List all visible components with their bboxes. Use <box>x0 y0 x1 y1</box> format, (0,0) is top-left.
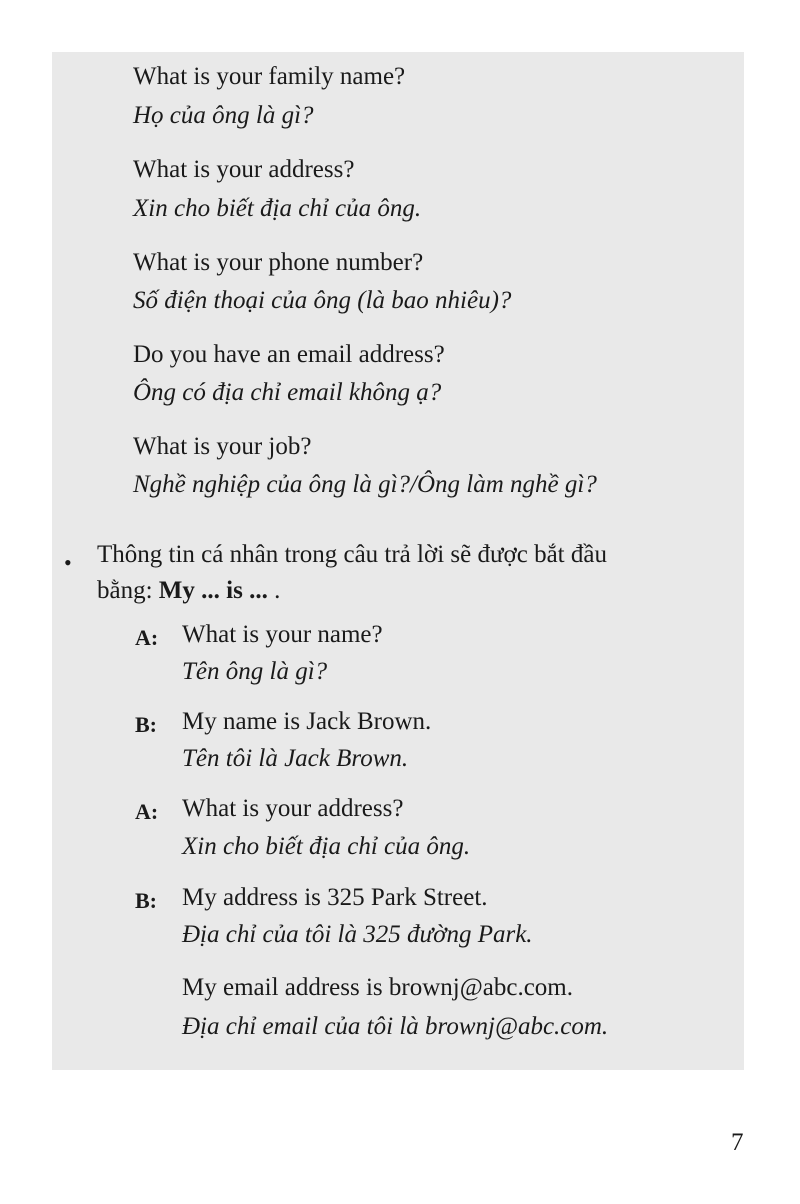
question-2-vietnamese: Xin cho biết địa chỉ của ông. <box>133 195 422 222</box>
dialogue-1-speaker: A: <box>135 625 159 650</box>
dialogue-5-english: My email address is brownj@abc.com. <box>182 974 573 1001</box>
question-3-english: What is your phone number? <box>133 249 424 276</box>
dialogue-2-vietnamese: Tên tôi là Jack Brown. <box>182 745 409 772</box>
question-4-english: Do you have an email address? <box>133 341 445 368</box>
dialogue-3-vietnamese: Xin cho biết địa chỉ của ông. <box>182 833 471 860</box>
question-5-english: What is your job? <box>133 433 312 460</box>
question-4-vietnamese: Ông có địa chỉ email không ạ? <box>133 379 442 406</box>
dialogue-2-english: My name is Jack Brown. <box>182 708 432 735</box>
question-1-english: What is your family name? <box>133 63 406 90</box>
question-2-english: What is your address? <box>133 156 355 183</box>
dialogue-4-english: My address is 325 Park Street. <box>182 884 488 911</box>
dialogue-2-speaker: B: <box>135 712 157 737</box>
dialogue-5-vietnamese: Địa chỉ email của tôi là brownj@abc.com. <box>182 1013 609 1040</box>
bullet-text-line-1: Thông tin cá nhân trong câu trả lời sẽ được bắt đầu <box>97 541 607 568</box>
question-3-vietnamese: Số điện thoại của ông (là bao nhiêu)? <box>133 287 512 314</box>
question-1-vietnamese: Họ của ông là gì? <box>133 102 314 129</box>
bullet-text-line-2 <box>97 576 280 606</box>
bullet-pattern: My ... is ... <box>158 577 268 604</box>
dialogue-3-english: What is your address? <box>182 795 404 822</box>
question-5-vietnamese: Nghề nghiệp của ông là gì?/Ông làm nghề gì? <box>133 471 597 498</box>
bullet-suffix: . <box>267 577 281 604</box>
dialogue-1-vietnamese: Tên ông là gì? <box>182 658 328 685</box>
bullet-prefix: bằng: <box>97 577 159 604</box>
dialogue-4-speaker: B: <box>135 888 157 913</box>
page-number: 7 <box>731 1129 744 1156</box>
dialogue-4-vietnamese: Địa chỉ của tôi là 325 đường Park. <box>182 921 533 948</box>
bullet-icon: • <box>64 550 72 575</box>
dialogue-1-english: What is your name? <box>182 621 383 648</box>
dialogue-3-speaker: A: <box>135 799 159 824</box>
